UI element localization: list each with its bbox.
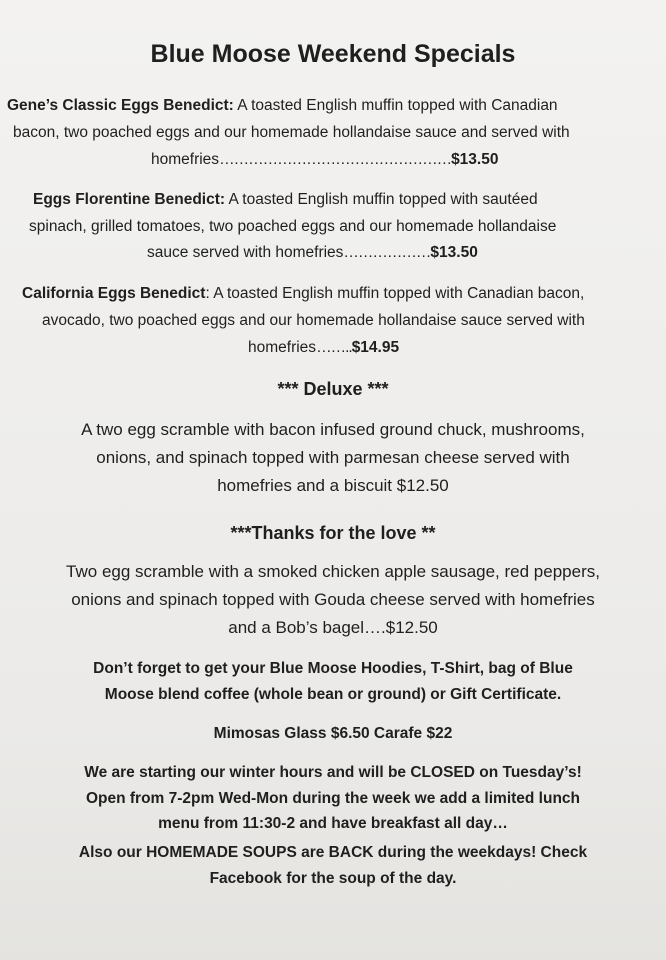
menu-item-price: $14.95 — [351, 339, 400, 356]
menu-item-description: homefries — [248, 339, 317, 356]
menu-item-price: $13.50 — [430, 244, 478, 261]
leader-dots: ……………… — [343, 244, 431, 261]
hours-line: menu from 11:30-2 and have breakfast all day… — [158, 815, 508, 832]
menu-item-description: avocado, two poached eggs and our homemade hollandaise sauce served with — [42, 312, 585, 329]
thanks-heading: ***Thanks for the love ** — [230, 523, 436, 543]
menu-item-name: California Eggs Benedict — [22, 285, 206, 302]
deluxe-line: A two egg scramble with bacon infused ground chuck, mushrooms, — [81, 420, 585, 439]
mimosas-note: Mimosas Glass $6.50 Carafe $22 — [213, 725, 453, 742]
menu-item-description: : A toasted English muffin topped with Canadian bacon, — [205, 285, 585, 302]
menu-item-description: homefries — [151, 151, 220, 168]
menu-item-first-line — [33, 191, 538, 209]
soups-line: Also our HOMEMADE SOUPS are BACK during the weekdays! Check — [78, 844, 588, 861]
winter-hours-note — [0, 765, 666, 832]
thanks-description — [0, 563, 666, 636]
hours-line: We are starting our winter hours and will be CLOSED on Tuesday’s! — [84, 764, 582, 781]
deluxe-line: onions, and spinach topped with parmesan cheese served with — [96, 448, 570, 467]
deluxe-line: homefries and a biscuit $12.50 — [217, 476, 449, 495]
hours-line: Open from 7-2pm Wed-Mon during the week we add a limited lunch — [85, 789, 581, 807]
menu-item-description: A toasted English muffin topped with sautéed — [225, 191, 538, 208]
menu-item-description: bacon, two poached eggs and our homemade hollandaise sauce and served with — [13, 124, 570, 141]
merch-line: Don’t forget to get your Blue Moose Hoodies, T-Shirt, bag of Blue — [93, 660, 573, 677]
leader-dots: ………………………………………… — [219, 151, 452, 168]
menu-item-price-line — [248, 339, 399, 357]
menu-item-price-line — [147, 244, 478, 262]
thanks-line: and a Bob’s bagel….$12.50 — [228, 618, 438, 637]
menu-title: Blue Moose Weekend Specials — [150, 40, 516, 68]
deluxe-heading: *** Deluxe *** — [277, 379, 389, 399]
merch-line: Moose blend coffee (whole bean or ground) or Gift Certificate. — [104, 685, 562, 703]
menu-item-price: $13.50 — [451, 151, 499, 168]
soups-line: Facebook for the soup of the day. — [209, 869, 457, 887]
leader-dots: …….. — [316, 339, 352, 356]
merch-note — [0, 661, 666, 702]
menu-item-price-line — [151, 151, 498, 169]
soups-note — [0, 845, 666, 886]
menu-item-description: spinach, grilled tomatoes, two poached eggs and our homemade hollandaise — [29, 218, 557, 235]
menu-item-first-line — [22, 285, 584, 303]
menu-item-first-line — [7, 97, 558, 115]
menu-item-name: Gene’s Classic Eggs Benedict: — [7, 97, 234, 114]
menu-item-description: sauce served with homefries — [147, 244, 344, 261]
thanks-line: Two egg scramble with a smoked chicken apple sausage, red peppers, — [66, 562, 600, 581]
deluxe-description — [0, 421, 666, 494]
menu-item-name: Eggs Florentine Benedict: — [33, 191, 226, 208]
thanks-line: onions and spinach topped with Gouda cheese served with homefries — [71, 590, 595, 609]
menu-item-description: A toasted English muffin topped with Canadian — [233, 97, 558, 114]
